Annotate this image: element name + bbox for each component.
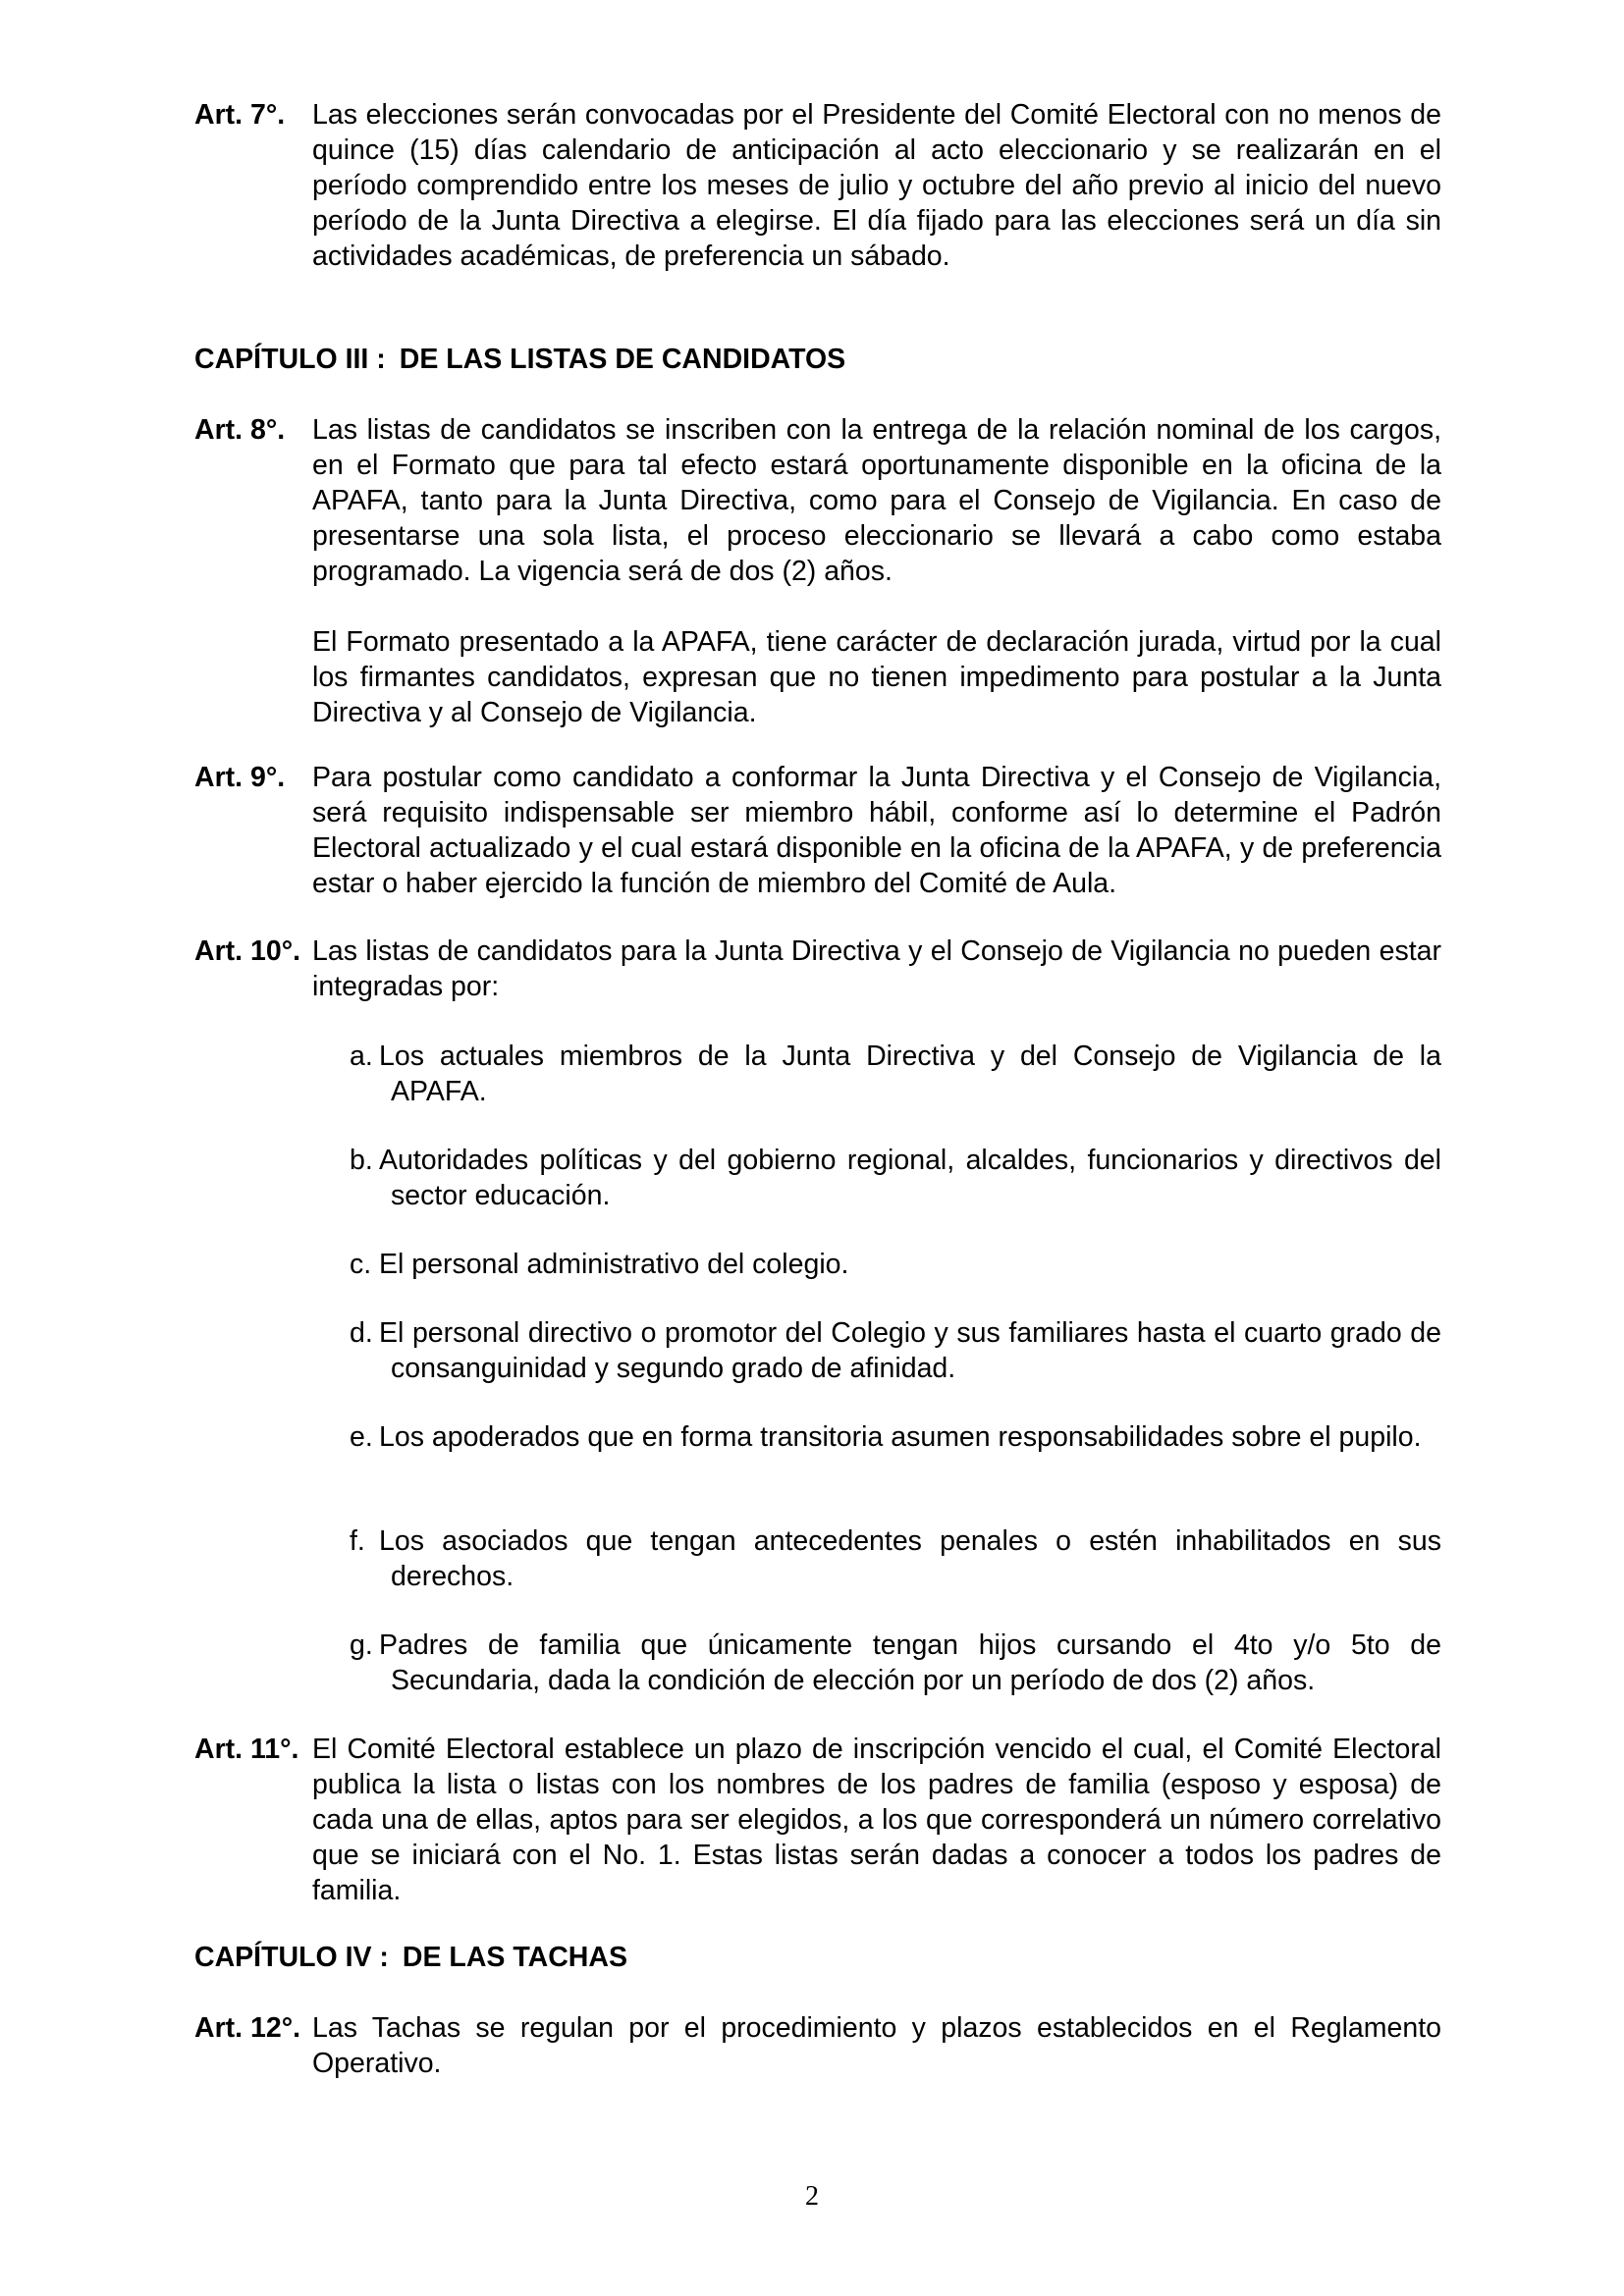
article-label: Art. 7°.: [194, 99, 286, 131]
article-11: [194, 1732, 1441, 1908]
list-item: [350, 1247, 1441, 1282]
chapter-heading-3: [194, 342, 845, 377]
article-label: Art. 10°.: [194, 935, 301, 967]
list-letter: c.: [350, 1249, 372, 1280]
article-label: Art. 9°.: [194, 762, 286, 793]
list-item: [350, 1143, 1441, 1213]
article-text: Las listas de candidatos se inscriben con la entrega de la relación nominal de los cargos, en el Formato que para tal efecto estará oportunamente disponible en la oficina de la APAFA, tanto para la Junta Directiva, como para el Consejo de Vigilancia. En caso de presentarse una sola lista, el proceso eleccionario se llevará a cabo como estaba programado. La vigencia será de dos (2) años.: [312, 414, 1441, 587]
article-9: [194, 760, 1441, 901]
chapter-heading-4: [194, 1940, 627, 1975]
list-item: [350, 1628, 1441, 1698]
article-label: Art. 12°.: [194, 2012, 301, 2044]
article-text: El Comité Electoral establece un plazo de inscripción vencido el cual, el Comité Electoral publica la lista o listas con los nombres de los padres de familia (esposo y esposa) de cada una de ellas, aptos para ser elegidos, a los que corresponderá un número correlativo que se iniciará con el No. 1. Estas listas serán dadas a conocer a todos los padres de familia.: [312, 1734, 1441, 1906]
article-label: Art. 8°.: [194, 414, 286, 446]
article-7: [194, 97, 1441, 274]
article-8: [194, 412, 1441, 730]
list-letter: b.: [350, 1145, 373, 1176]
list-text: Autoridades políticas y del gobierno regional, alcaldes, funcionarios y directivos del sector educación.: [379, 1145, 1441, 1211]
list-text: Padres de familia que únicamente tengan hijos cursando el 4to y/o 5to de Secundaria, dada la condición de elección por un período de dos (2) años.: [379, 1629, 1441, 1696]
list-item: [350, 1523, 1441, 1594]
article-10: [194, 934, 1441, 1004]
article-text: Las elecciones serán convocadas por el Presidente del Comité Electoral con no menos de quince (15) días calendario de anticipación al acto eleccionario y se realizarán en el período comprendido entre los meses de julio y octubre del año previo al inicio del nuevo período de la Junta Directiva a elegirse. El día fijado para las elecciones será un día sin actividades académicas, de preferencia un sábado.: [312, 99, 1441, 272]
list-item: [350, 1315, 1441, 1386]
list-item: [350, 1419, 1441, 1455]
article-12: [194, 2010, 1441, 2081]
list-text: Los actuales miembros de la Junta Directiva y del Consejo de Vigilancia de la APAFA.: [379, 1041, 1441, 1107]
list-text: Los asociados que tengan antecedentes penales o estén inhabilitados en sus derechos.: [379, 1525, 1441, 1592]
article-paragraph: El Formato presentado a la APAFA, tiene carácter de declaración jurada, virtud por la cual los firmantes candidatos, expresan que no tienen impedimento para postular a la Junta Directiva y al Consejo de Vigilancia.: [312, 626, 1441, 728]
list-item: [350, 1039, 1441, 1109]
article-text: Para postular como candidato a conformar la Junta Directiva y el Consejo de Vigilancia, será requisito indispensable ser miembro hábil, conforme así lo determine el Padrón Electoral actualizado y el cual estará disponible en la oficina de la APAFA, y de preferencia estar o haber ejercido la función de miembro del Comité de Aula.: [312, 762, 1441, 899]
chapter-title: DE LAS LISTAS DE CANDIDATOS: [399, 344, 846, 375]
list-text: El personal administrativo del colegio.: [379, 1249, 849, 1280]
list-letter: f.: [350, 1525, 365, 1557]
page-number: 2: [805, 2181, 819, 2212]
chapter-label: CAPÍTULO IV :: [194, 1942, 389, 1973]
chapter-title: DE LAS TACHAS: [402, 1942, 627, 1973]
list-letter: g.: [350, 1629, 373, 1661]
list-letter: a.: [350, 1041, 373, 1072]
list-text: Los apoderados que en forma transitoria asumen responsabilidades sobre el pupilo.: [379, 1421, 1422, 1453]
chapter-label: CAPÍTULO III :: [194, 344, 386, 375]
list-letter: d.: [350, 1317, 373, 1349]
article-text: Las listas de candidatos para la Junta Directiva y el Consejo de Vigilancia no pueden estar integradas por:: [312, 935, 1441, 1002]
list-text: El personal directivo o promotor del Colegio y sus familiares hasta el cuarto grado de consanguinidad y segundo grado de afinidad.: [379, 1317, 1441, 1384]
article-label: Art. 11°.: [194, 1734, 299, 1765]
article-text: Las Tachas se regulan por el procedimiento y plazos establecidos en el Reglamento Operativo.: [312, 2012, 1441, 2079]
list-letter: e.: [350, 1421, 373, 1453]
